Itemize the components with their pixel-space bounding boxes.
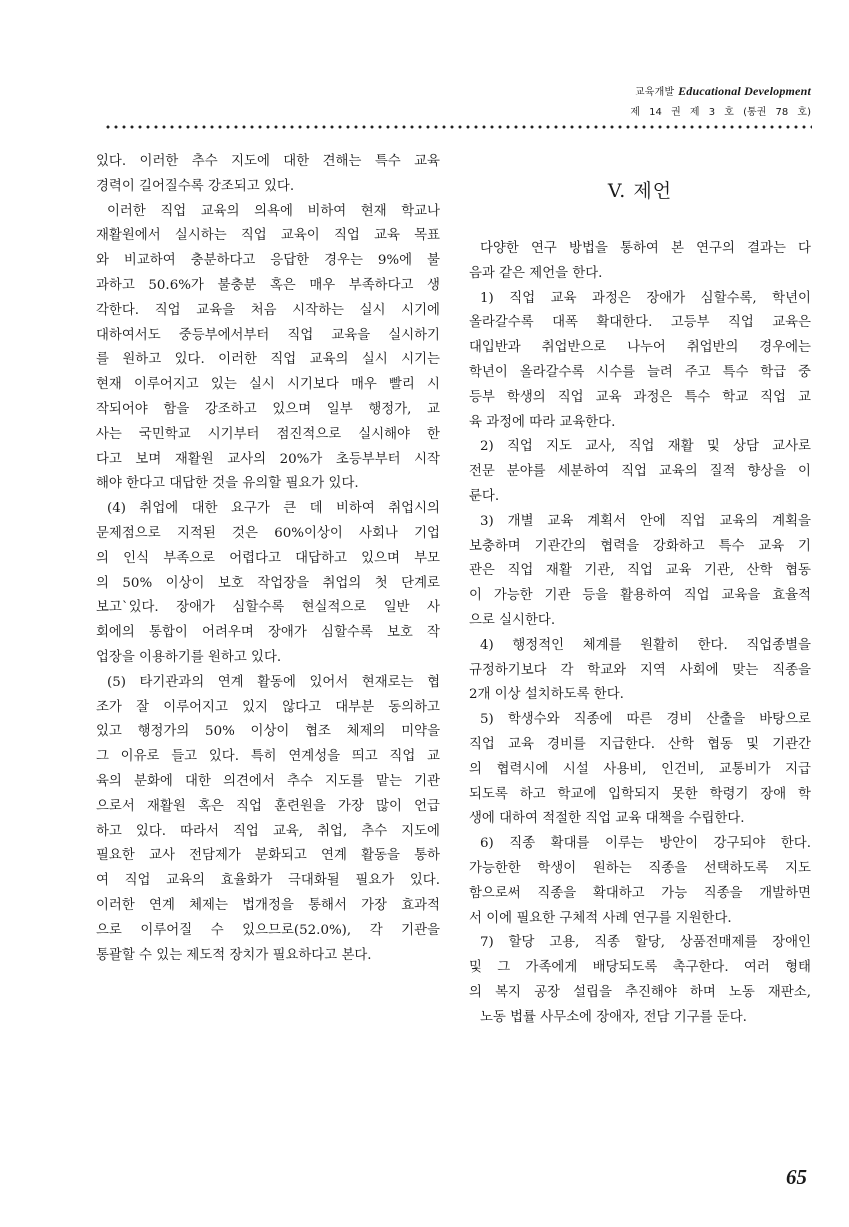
left-column: [96, 150, 440, 968]
text-line: (4) 취업에 대한 요구가 큰 데 비하여 취업시의: [107, 501, 440, 517]
text-line: 대하여서도 중등부에서부터 직업 교육을 실시하기: [96, 327, 440, 343]
text-line: 있고 행정가의 50% 이상이 협조 체제의 미약을: [96, 724, 440, 740]
text-line: 보충하며 기관간의 협력을 강화하고 특수 교육 기: [469, 538, 811, 554]
text-line: (5) 타기관과의 연계 활동에 있어서 현재로는 협: [107, 674, 440, 690]
text-line: 필요한 교사 전담제가 분화되고 연계 활동을 통하: [96, 848, 440, 864]
text-line: 문제점으로 지적된 것은 60%이상이 사회나 기업: [96, 525, 440, 541]
journal-title-korean: 교육개발: [634, 87, 675, 98]
text-line: 관은 직업 재활 기관, 직업 교육 기관, 산학 협동: [469, 563, 811, 579]
text-line: 다양한 연구 방법을 통하여 본 연구의 결과는 다: [480, 241, 811, 256]
running-header: [630, 84, 811, 118]
text-line: 생에 대하여 적절한 직업 교육 대책을 수립한다.: [469, 811, 745, 827]
text-line: 노동 법률 사무소에 장애자, 전담 기구를 둔다.: [480, 1009, 747, 1025]
text-line: 으로 이루어질 수 있으므로(52.0%), 각 기관을: [96, 922, 440, 938]
text-line: 2개 이상 설치하도록 한다.: [469, 687, 624, 703]
text-line: 통괄할 수 있는 제도적 장치가 필요하다고 본다.: [96, 947, 372, 963]
text-line: 회에의 통합이 어려우며 장애가 심할수록 보호 작: [96, 625, 440, 641]
text-line: 올라갈수록 대폭 확대한다. 고등부 직업 교육은: [469, 315, 811, 331]
dotted-divider: [104, 124, 812, 130]
text-line: 그 이유로 들고 있다. 특히 연계성을 띄고 직업 교: [96, 749, 440, 765]
text-line: 해야 한다고 대답한 것을 유의할 필요가 있다.: [96, 476, 359, 492]
text-line: 함으로써 직종을 확대하고 가능 직종을 개발하면: [469, 885, 811, 901]
text-line: 의 협력시에 시설 사용비, 인건비, 교통비가 지급: [469, 761, 811, 777]
text-line: 3) 개별 교육 계획서 안에 직업 교육의 계획을: [480, 513, 811, 529]
text-line: 보고`있다. 장애가 심할수록 현실적으로 일반 사: [96, 600, 440, 616]
text-line: 4) 행정적인 체계를 원활히 한다. 직업종별을: [480, 637, 811, 653]
text-line: 의 인식 부족으로 어렵다고 대답하고 있으며 부모: [96, 550, 440, 566]
text-line: 서 이에 필요한 구체적 사례 연구를 지원한다.: [469, 910, 732, 926]
text-line: 학년이 올라갈수록 시수를 늘려 주고 특수 학급 중: [469, 364, 811, 380]
text-line: 의 복지 공장 설립을 추진해야 하며 노동 재판소,: [469, 984, 811, 1000]
text-line: 규정하기보다 각 학교와 지역 사회에 맞는 직종을: [469, 662, 811, 678]
volume-issue: 제 14 권 제 3 호 (통권 78 호): [630, 107, 811, 118]
text-line: 의 50% 이상이 보호 작업장을 취업의 첫 단계로: [96, 575, 440, 591]
journal-title: [630, 84, 811, 100]
text-line: 으로 실시한다.: [469, 612, 556, 628]
text-line: 각한다. 직업 교육을 처음 시작하는 실시 시기에: [96, 302, 440, 318]
text-line: 등부 학생의 직업 교육 과정은 특수 학교 직업 교: [469, 389, 811, 405]
text-line: 있다. 이러한 추수 지도에 대한 견해는 특수 교육: [96, 154, 440, 169]
text-line: 이러한 연계 체제는 법개정을 통해서 가장 효과적: [96, 897, 440, 913]
text-line: 과하고 50.6%가 불충분 혹은 매우 부족하다고 생: [96, 277, 440, 293]
page-number: 65: [786, 1165, 807, 1189]
text-line: 7) 할당 고용, 직종 할당, 상품전매제를 장애인: [480, 935, 811, 951]
text-line: 룬다.: [469, 488, 500, 504]
text-line: 및 그 가족에게 배당되도록 촉구한다. 여러 형태: [469, 960, 811, 976]
text-line: 6) 직종 확대를 이루는 방안이 강구되야 한다.: [480, 836, 811, 852]
text-line: 2) 직업 지도 교사, 직업 재활 및 상담 교사로: [480, 439, 811, 455]
text-line: 이 가능한 기관 등을 활용하여 직업 교육을 효율적: [469, 588, 811, 604]
text-line: 를 원하고 있다. 이러한 직업 교육의 실시 시기는: [96, 352, 440, 368]
text-line: 재활원에서 실시하는 직업 교육이 직업 교육 목표: [96, 228, 440, 244]
text-line: 육 과정에 따라 교육한다.: [469, 414, 616, 430]
text-line: 작되어야 함을 강조하고 있으며 일부 행정가, 교: [96, 401, 440, 417]
text-line: 이러한 직업 교육의 의욕에 비하여 현재 학교나: [107, 203, 440, 219]
text-line: 현재 이루어지고 있는 실시 시기보다 매우 빨리 시: [96, 377, 440, 393]
text-line: 여 직업 교육의 효율화가 극대화될 필요가 있다.: [96, 873, 440, 889]
text-line: 전문 분야를 세분하여 직업 교육의 질적 향상을 이: [469, 464, 811, 480]
text-line: 대입반과 취업반으로 나누어 취업반의 경우에는: [469, 340, 811, 356]
text-line: 조가 잘 이루어지고 있지 않다고 대부분 동의하고: [96, 699, 440, 715]
text-line: 경력이 길어질수록 강조되고 있다.: [96, 178, 295, 194]
text-line: 직업 교육 경비를 지급한다. 산학 협동 및 기관간: [469, 736, 811, 752]
text-line: 1) 직업 교육 과정은 장애가 심할수록, 학년이: [480, 290, 811, 306]
right-column: [469, 150, 811, 1031]
text-line: 되도록 하고 학교에 입학되지 못한 학령기 장애 학: [469, 786, 811, 802]
text-line: 5) 학생수와 직종에 따른 경비 산출을 바탕으로: [480, 712, 811, 728]
text-line: 업장을 이용하기를 원하고 있다.: [96, 649, 282, 665]
text-line: 와 비교하여 충분하다고 응답한 경우는 9%에 불: [96, 253, 440, 269]
text-line: 음과 같은 제언을 한다.: [469, 265, 603, 281]
section-title: V. 제언: [607, 180, 673, 202]
text-line: 육의 분화에 대한 의견에서 추수 지도를 맡는 기관: [96, 773, 440, 789]
journal-title-english: Educational Development: [678, 84, 811, 98]
text-line: 하고 있다. 따라서 직업 교육, 취업, 추수 지도에: [96, 823, 440, 839]
text-line: 사는 국민학교 시기부터 점진적으로 실시해야 한: [96, 426, 440, 442]
text-line: 으로서 재활원 혹은 직업 훈련원을 가장 많이 언급: [96, 798, 440, 814]
text-line: 다고 보며 재활원 교사의 20%가 초등부부터 시작: [96, 451, 440, 467]
text-line: 가능한한 학생이 원하는 직종을 선택하도록 지도: [469, 860, 811, 876]
